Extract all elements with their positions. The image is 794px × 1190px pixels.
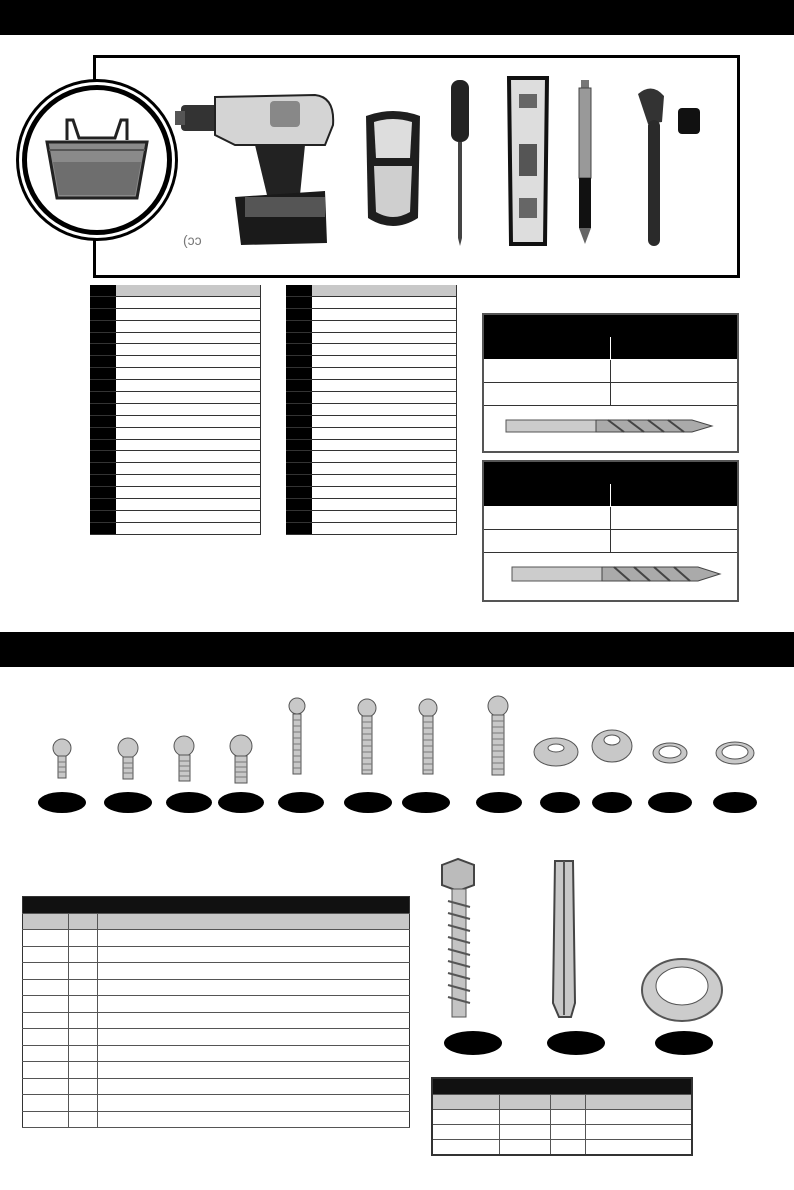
screwdriver-icon: [445, 80, 475, 250]
toolbox-badge: [22, 85, 172, 235]
drill-bit-table-2-title: [484, 462, 737, 484]
part-label-pill: [278, 792, 324, 813]
part-label-pill: [592, 792, 632, 813]
part-label-pill: [713, 792, 757, 813]
part-label-pill: [38, 792, 86, 813]
drill-mark: (ɔɔ: [183, 232, 202, 248]
drill-bit-table-1-title: [484, 315, 737, 337]
drill-bit-icon: [484, 406, 737, 446]
cordless-drill-icon: [175, 85, 345, 255]
pencil-icon: [574, 80, 596, 250]
level-icon: [505, 74, 551, 250]
part-label-pill: [540, 792, 580, 813]
stud-finder-icon: [360, 108, 426, 233]
part-label-pill: [655, 1031, 713, 1055]
drill-bit-icon-2: [484, 553, 737, 595]
anchor-hardware: [428, 855, 738, 1055]
toolbox-icon: [27, 90, 167, 230]
drill-bit-table-1: [482, 313, 739, 453]
part-label-pill: [104, 792, 152, 813]
drill-bit-table-2: [482, 460, 739, 602]
part-label-pill: [166, 792, 212, 813]
socket-wrench-icon: [632, 82, 712, 254]
anchor-table: [431, 1077, 693, 1156]
hardware-table: [22, 896, 410, 1128]
part-label-pill: [648, 792, 692, 813]
part-label-pill: [476, 792, 522, 813]
part-label-pill: [547, 1031, 605, 1055]
part-label-pill: [444, 1031, 502, 1055]
parts-list-right: [286, 285, 457, 535]
part-label-pill: [402, 792, 450, 813]
hardware-section-bar: [0, 632, 794, 667]
top-header-bar: [0, 0, 794, 35]
part-label-pill: [344, 792, 392, 813]
part-label-pill: [218, 792, 264, 813]
lag-bolt-head: [442, 859, 474, 891]
parts-list-left: [90, 285, 261, 535]
